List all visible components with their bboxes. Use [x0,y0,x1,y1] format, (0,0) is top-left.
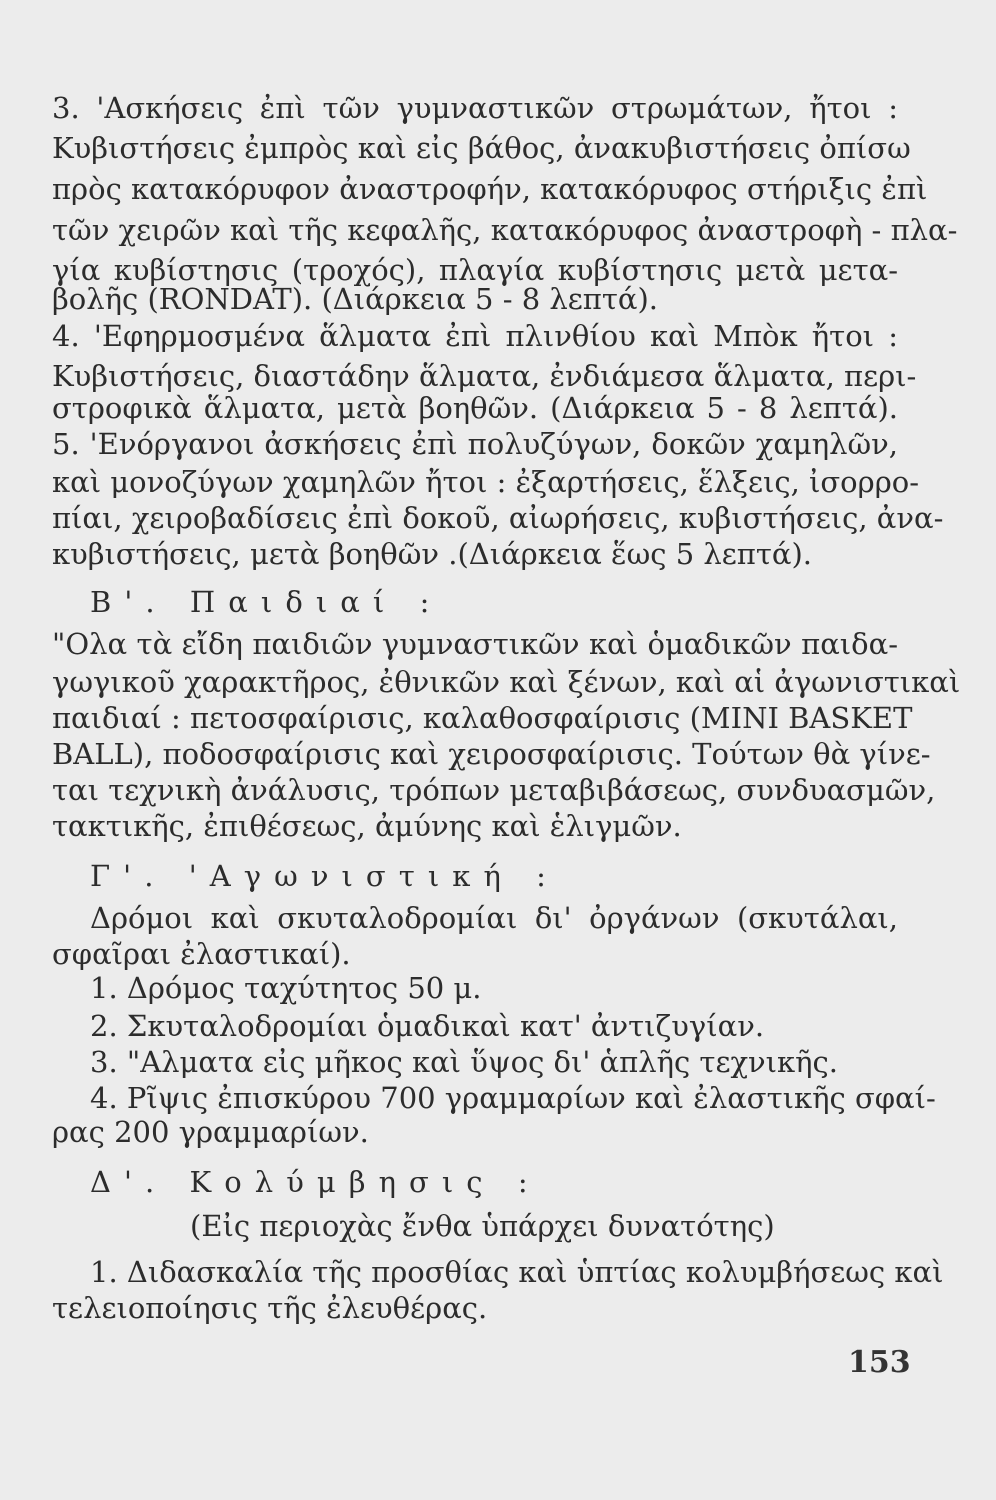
text-line: γωγικοῦ χαρακτῆρος, ἐθνικῶν καὶ ξένων, καὶ αἱ ἀγωνιστικαὶ [52,665,961,699]
text-line: κυβιστήσεις, μετὰ βοηθῶν .(Διάρκεια ἕως 5 λεπτά). [52,537,813,571]
text-line: Δρόμοι καὶ σκυταλοδρομίαι δι' ὀργάνων (σκυτάλαι, [90,901,898,935]
text-line: ται τεχνικὴ ἀνάλυσις, τρόπων μεταβιβάσεως, συνδυασμῶν, [52,773,936,807]
text-line: 5. 'Ενόργανοι ἀσκήσεις ἐπὶ πολυζύγων, δοκῶν χαμηλῶν, [52,427,898,461]
list-item: 2. Σκυταλοδρομίαι ὁμαδικαὶ κατ' ἀντιζυγίαν. [90,1009,765,1043]
text-line: Κυβιστήσεις ἐμπρὸς καὶ εἰς βάθος, ἀνακυβιστήσεις ὀπίσω [52,131,911,165]
text-line: ρας 200 γραμμαρίων. [52,1115,369,1149]
text-line: τελειοποίησις τῆς ἐλευθέρας. [52,1291,488,1325]
text-line: τακτικῆς, ἐπιθέσεως, ἀμύνης καὶ ἑλιγμῶν. [52,809,682,843]
text-line: BALL), ποδοσφαίρισις καὶ χειροσφαίρισις. Τούτων θὰ γίνε- [52,737,931,771]
section-heading-c: Γ'. 'Αγωνιστική : [90,859,559,893]
text-line: 3. 'Ασκήσεις ἐπὶ τῶν γυμναστικῶν στρωμάτων, ἤτοι : [52,91,898,125]
section-heading-d: Δ'. Κολύμβησις : [90,1165,541,1199]
text-line: Κυβιστήσεις, διαστάδην ἅλματα, ἐνδιάμεσα ἅλματα, περι- [52,359,917,393]
text-line: βολῆς (RONDAT). (Διάρκεια 5 - 8 λεπτά). [52,282,658,316]
text-line: στροφικὰ ἅλματα, μετὰ βοηθῶν. (Διάρκεια 5 - 8 λεπτά). [52,391,898,425]
text-line: καὶ μονοζύγων χαμηλῶν ἤτοι : ἐξαρτήσεις, ἕλξεις, ἰσορρο- [52,465,919,499]
list-item: 1. Διδασκαλία τῆς προσθίας καὶ ὑπτίας κολυμβήσεως καὶ [90,1255,944,1289]
text-line: σφαῖραι ἐλαστικαί). [52,937,351,971]
list-item: 1. Δρόμος ταχύτητος 50 μ. [90,971,482,1005]
page-number: 153 [848,1345,911,1380]
section-subtitle: (Εἰς περιοχὰς ἔνθα ὑπάρχει δυνατότης) [190,1209,775,1243]
text-line: πίαι, χειροβαδίσεις ἐπὶ δοκοῦ, αἰωρήσεις, κυβιστήσεις, ἀνα- [52,501,944,535]
text-line: πρὸς κατακόρυφον ἀναστροφήν, κατακόρυφος στήριξις ἐπὶ [52,172,928,206]
text-line: 4. 'Εφηρμοσμένα ἅλματα ἐπὶ πλινθίου καὶ Μπὸκ ἤτοι : [52,319,898,353]
text-line: παιδιαί : πετοσφαίρισις, καλαθοσφαίρισις (MINI BASKET [52,701,913,735]
text-line: τῶν χειρῶν καὶ τῆς κεφαλῆς, κατακόρυφος ἀναστροφὴ - πλα- [52,213,958,247]
text-line: γία κυβίστησις (τροχός), πλαγία κυβίστησις μετὰ μετα- [52,253,898,287]
section-heading-b: Β'. Παιδιαί : [90,585,443,619]
list-item: 4. Ρῖψις ἐπισκύρου 700 γραμμαρίων καὶ ἐλαστικῆς σφαί- [90,1081,936,1115]
list-item: 3. "Αλματα εἰς μῆκος καὶ ὕψος δι' ἁπλῆς τεχνικῆς. [90,1045,839,1079]
text-line: "Ολα τὰ εἴδη παιδιῶν γυμναστικῶν καὶ ὁμαδικῶν παιδα- [52,627,898,661]
